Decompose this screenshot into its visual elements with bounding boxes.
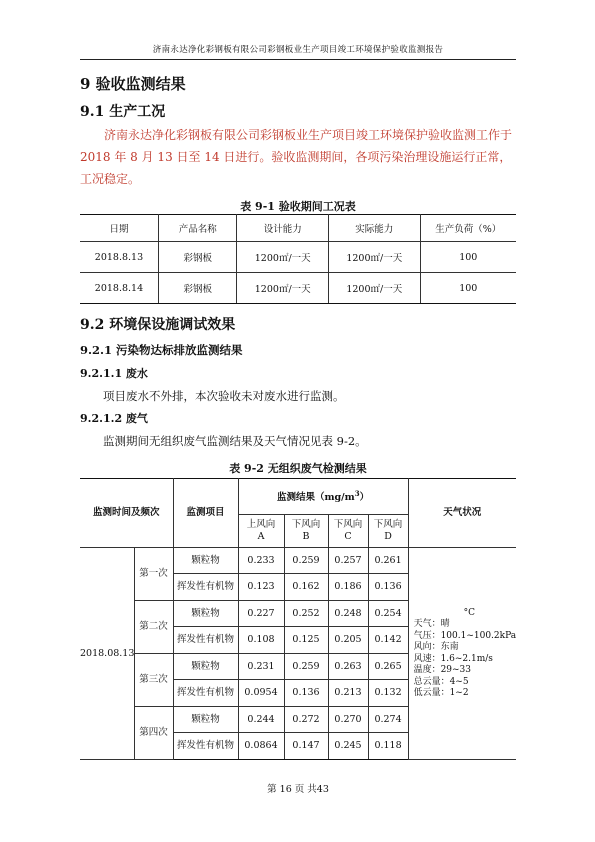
cell-value-b: 0.252: [284, 601, 328, 627]
cell-actual-capacity: 1200㎡/一天: [328, 242, 420, 273]
cell-value-a: 0.123: [238, 574, 284, 601]
cell-value-b: 0.162: [284, 574, 328, 601]
cell-value-d: 0.254: [368, 601, 408, 627]
weather-degree: °C: [463, 607, 475, 618]
exhaust-gas-paragraph: 监测期间无组织废气监测结果及天气情况见表 9-2。: [103, 434, 367, 448]
header-date: 日期: [80, 215, 158, 242]
cell-weather: [408, 548, 516, 760]
header-point-b: 下风向 B: [284, 515, 328, 548]
cell-value-a: 0.227: [238, 601, 284, 627]
weather-line: 风向：东南: [413, 642, 459, 652]
section-9-2-1-2-title: 9.2.1.2 废气: [80, 412, 148, 425]
header-point-c: 下风向 C: [328, 515, 368, 548]
cell-item: 颗粒物: [173, 707, 238, 733]
cell-value-c: 0.245: [328, 733, 368, 760]
cell-value-c: 0.213: [328, 680, 368, 707]
weather-line: 风速：1.6~2.1m/s: [413, 653, 493, 664]
header-time-frequency: 监测时间及频次: [80, 479, 173, 548]
cell-round: 第二次: [134, 601, 173, 654]
cell-value-d: 0.265: [368, 654, 408, 680]
cell-value-c: 0.205: [328, 627, 368, 654]
header-design-capacity: 设计能力: [237, 215, 329, 242]
cell-value-d: 0.274: [368, 707, 408, 733]
working-condition-table: [80, 214, 516, 304]
cell-item: 挥发性有机物: [173, 574, 238, 601]
header-product: 产品名称: [158, 215, 236, 242]
cell-value-a: 0.244: [238, 707, 284, 733]
working-condition-paragraph: 济南永达净化彩钢板有限公司彩钢板业生产项目竣工环境保护验收监测工作于 2018 年 8 月 13 日至 14 日进行。验收监测期间，各项污染治理设施运行正常，工况稳定。: [80, 128, 513, 186]
cell-date: 2018.8.14: [80, 273, 158, 304]
table-header-row: [80, 479, 516, 515]
cell-value-d: 0.142: [368, 627, 408, 654]
page-footer: 第 16 页 共43: [267, 784, 329, 795]
cell-item: 挥发性有机物: [173, 680, 238, 707]
cell-value-c: 0.186: [328, 574, 368, 601]
table-header-row: [80, 215, 516, 242]
cell-value-b: 0.259: [284, 654, 328, 680]
section-9-title: 9 验收监测结果: [80, 75, 186, 93]
header-rule: [80, 59, 516, 60]
section-9-2-1-title: 9.2.1 污染物达标排放监测结果: [80, 343, 243, 357]
section-9-1-title: 9.1 生产工况: [80, 104, 166, 120]
cell-value-c: 0.270: [328, 707, 368, 733]
cell-value-b: 0.147: [284, 733, 328, 760]
section-9-2-title: 9.2 环境保设施调试效果: [80, 317, 236, 333]
cell-value-c: 0.257: [328, 548, 368, 574]
cell-value-a: 0.233: [238, 548, 284, 574]
cell-value-d: 0.261: [368, 548, 408, 574]
cell-actual-capacity: 1200㎡/一天: [328, 273, 420, 304]
cell-item: 挥发性有机物: [173, 627, 238, 654]
weather-line: 温度：29~33: [413, 665, 472, 675]
cell-value-d: 0.132: [368, 680, 408, 707]
table-9-1-caption: 表 9-1 验收期间工况表: [240, 200, 356, 213]
cell-value-a: 0.108: [238, 627, 284, 654]
weather-line: 气压：100.1~100.2kPa: [413, 630, 517, 641]
exhaust-monitoring-table: [80, 478, 516, 760]
cell-round: 第一次: [134, 548, 173, 601]
cell-value-a: 0.231: [238, 654, 284, 680]
cell-value-a: 0.0954: [238, 680, 284, 707]
cell-round: 第三次: [134, 654, 173, 707]
cell-value-b: 0.136: [284, 680, 328, 707]
cell-product: 彩钢板: [158, 273, 236, 304]
weather-line: 低云量：1~2: [413, 688, 469, 698]
cell-load: 100: [420, 242, 516, 273]
cell-value-a: 0.0864: [238, 733, 284, 760]
cell-value-c: 0.263: [328, 654, 368, 680]
weather-line: 天气：晴: [413, 619, 450, 629]
cell-product: 彩钢板: [158, 242, 236, 273]
table-row: [80, 273, 516, 304]
header-load: 生产负荷（%）: [420, 215, 516, 242]
header-actual-capacity: 实际能力: [328, 215, 420, 242]
cell-value-b: 0.272: [284, 707, 328, 733]
cell-value-b: 0.259: [284, 548, 328, 574]
header-monitoring-result: 监测结果$(mg/m^3)$: [238, 479, 408, 515]
header-monitoring-item: 监测项目: [173, 479, 238, 548]
cell-value-c: 0.248: [328, 601, 368, 627]
cell-design-capacity: 1200㎡/一天: [237, 273, 329, 304]
wastewater-paragraph: 项目废水不外排，本次验收未对废水进行监测。: [103, 389, 345, 403]
cell-date: 2018.08.13: [80, 548, 134, 760]
cell-value-d: 0.118: [368, 733, 408, 760]
cell-item: 挥发性有机物: [173, 733, 238, 760]
header-point-a: 上风向 A: [238, 515, 284, 548]
table-9-2-caption: 表 9-2 无组织废气检测结果: [229, 462, 367, 475]
cell-design-capacity: 1200㎡/一天: [237, 242, 329, 273]
cell-load: 100: [420, 273, 516, 304]
cell-date: 2018.8.13: [80, 242, 158, 273]
header-point-d: 下风向 D: [368, 515, 408, 548]
cell-value-b: 0.125: [284, 627, 328, 654]
header-weather: 天气状况: [408, 479, 516, 548]
table-row: [80, 242, 516, 273]
cell-value-d: 0.136: [368, 574, 408, 601]
cell-item: 颗粒物: [173, 654, 238, 680]
page-header: 济南永达净化彩钢板有限公司彩钢板业生产项目竣工环境保护验收监测报告: [152, 45, 444, 55]
weather-line: 总云量：4~5: [413, 676, 469, 687]
cell-item: 颗粒物: [173, 601, 238, 627]
cell-round: 第四次: [134, 707, 173, 760]
table-row: [80, 548, 516, 574]
section-9-2-1-1-title: 9.2.1.1 废水: [80, 367, 148, 380]
cell-item: 颗粒物: [173, 548, 238, 574]
